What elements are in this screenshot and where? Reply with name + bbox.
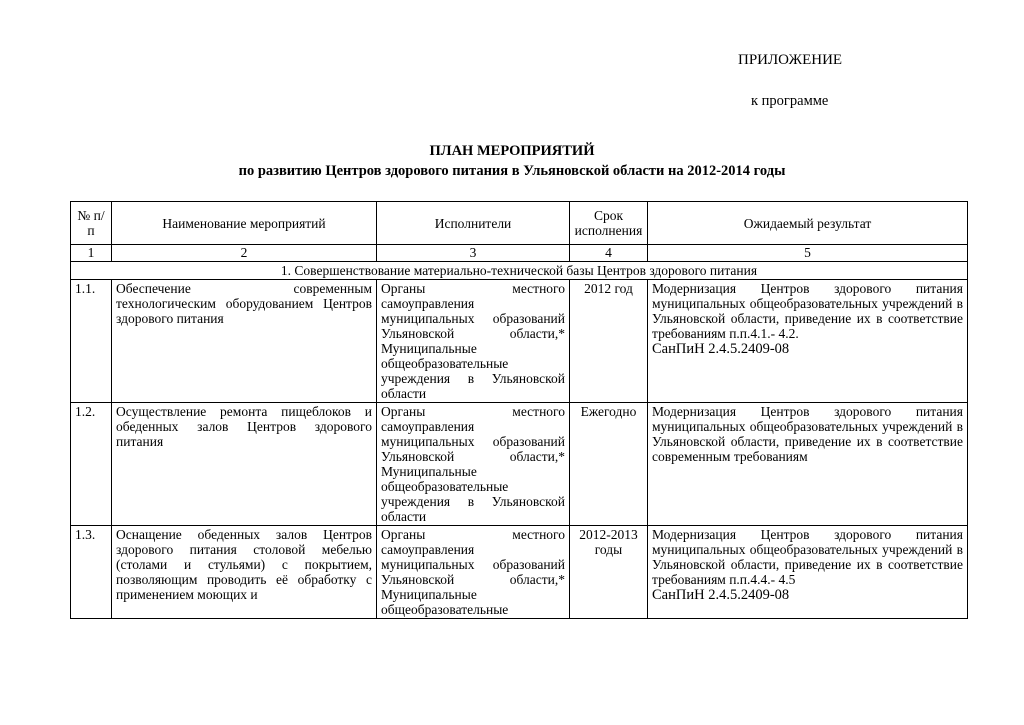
section-row: [71, 262, 968, 280]
row-executors: Органы местного самоуправления муниципальных образований Ульяновской области,* Муниципальные общеобразовательные учреждения в Ульяновской области: [377, 280, 570, 403]
row-name: Осуществление ремонта пищеблоков и обеденных залов Центров здорового питания: [112, 403, 377, 526]
header-result: Ожидаемый результат: [648, 202, 968, 245]
table-row: [71, 403, 968, 526]
plan-subtitle: по развитию Центров здорового питания в Ульяновской области на 2012-2014 годы: [238, 163, 786, 179]
column-number: 4: [570, 245, 648, 262]
row-number: 1.1.: [71, 280, 112, 403]
row-number: 1.3.: [71, 526, 112, 619]
row-result-standard: СанПиН 2.4.5.2409-08: [652, 587, 790, 603]
row-result-text: Модернизация Центров здорового питания муниципальных общеобразовательных учреждений в Ульяновской области, приведение их в соответствие современным требованиям: [652, 404, 963, 464]
column-number-row: [71, 245, 968, 262]
plan-title: ПЛАН МЕРОПРИЯТИЙ: [429, 143, 595, 159]
appendix-title: ПРИЛОЖЕНИЕ: [738, 52, 843, 68]
row-result: [648, 403, 968, 526]
table-row: [71, 280, 968, 403]
column-number: 5: [648, 245, 968, 262]
header-name: Наименование мероприятий: [112, 202, 377, 245]
row-executors: Органы местного самоуправления муниципальных образований Ульяновской области,* Муниципальные общеобразовательные учреждения в Ульяновской области: [377, 403, 570, 526]
header-number: № п/п: [71, 202, 112, 245]
row-term: Ежегодно: [570, 403, 648, 526]
appendix-subtitle: к программе: [751, 93, 829, 109]
row-result-text: Модернизация Центров здорового питания муниципальных общеобразовательных учреждений в Ульяновской области, приведение их в соответствие требованиям п.п.4.1.- 4.2.: [652, 281, 963, 341]
row-number: 1.2.: [71, 403, 112, 526]
plan-table: [70, 201, 968, 619]
row-executors: Органы местного самоуправления муниципальных образований Ульяновской области,* Муниципальные общеобразовательные: [377, 526, 570, 619]
section-title: 1. Совершенствование материально-технической базы Центров здорового питания: [71, 262, 968, 280]
row-result-standard: СанПиН 2.4.5.2409-08: [652, 341, 790, 357]
header-row: [71, 202, 968, 245]
row-term: 2012-2013 годы: [570, 526, 648, 619]
column-number: 3: [377, 245, 570, 262]
row-result: [648, 526, 968, 619]
row-result: [648, 280, 968, 403]
column-number: 1: [71, 245, 112, 262]
row-name: Обеспечение современным технологическим оборудованием Центров здорового питания: [112, 280, 377, 403]
header-executors: Исполнители: [377, 202, 570, 245]
row-name: Оснащение обеденных залов Центров здорового питания столовой мебелью (столами и стульями) с покрытием, позволяющим проводить её обработку с применением моющих и: [112, 526, 377, 619]
table-row: [71, 526, 968, 619]
row-term: 2012 год: [570, 280, 648, 403]
header-term: Срок исполнения: [570, 202, 648, 245]
column-number: 2: [112, 245, 377, 262]
row-result-text: Модернизация Центров здорового питания муниципальных общеобразовательных учреждений в Ульяновской области, приведение их в соответствие требованиям п.п.4.4.- 4.5: [652, 527, 963, 587]
